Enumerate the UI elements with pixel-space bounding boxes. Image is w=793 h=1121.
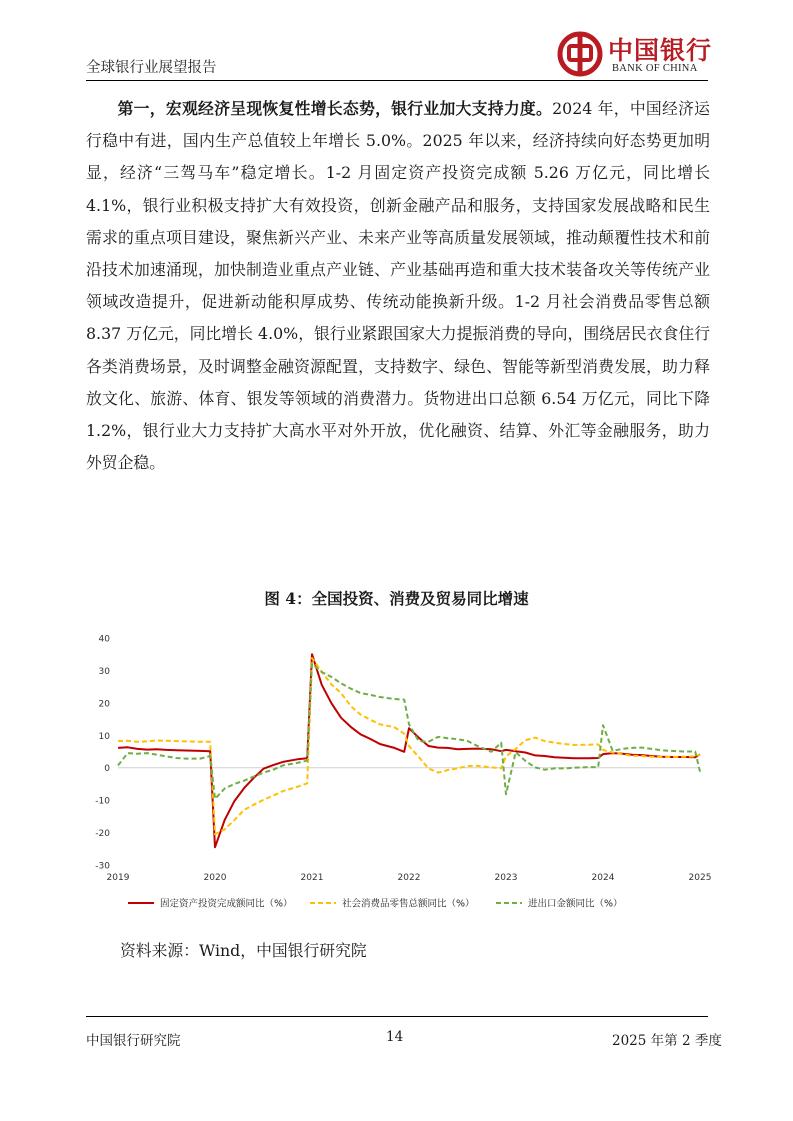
bank-of-china-logo — [556, 30, 713, 78]
x-tick-label: 2025 — [688, 873, 712, 883]
y-tick-label: 40 — [98, 634, 110, 645]
source-note: 资料来源：Wind，中国银行研究院 — [120, 941, 367, 960]
legend-label-3: 进出口金额同比（%） — [528, 898, 623, 910]
footer-divider — [86, 1016, 708, 1017]
paragraph-text: 2024 年，中国经济运行稳中有进，国内生产总值较上年增长 5.0%。2025 年以来，经济持续向好态势更加明显，经济“三驾马车”稳定增长。1-2 月固定资产投资完成额 5.26 万亿元，同比增长 4.1%，银行业积极支持扩大有效投资，创新金融产品和服务，支持国家发展战略和民生需求的重点项目建设，聚焦新兴产业、未来产业等高质量发展领域，推动颠覆性技术和前沿技术加速涌现，加快制造业重点产业链、产业基础再造和重大技术装备攻关等传统产业领域改造提升，促进新动能积厚成势、传统动能换新升级。1-2 月社会消费品零售总额 8.37 万亿元，同比增长 4.0%，银行业紧跟国家大力提振消费的导向，围绕居民衣食住行各类消费场景，及时调整金融资源配置，支持数字、绿色、智能等新型消费发展，助力释放文化、旅游、体育、银发等领域的消费潜力。货物进出口总额 6.54 万亿元，同比下降 1.2%，银行业大力支持扩大高水平对外开放，优化融资、结算、外汇等金融服务，助力外贸企稳。 — [86, 99, 710, 473]
header-divider — [86, 80, 708, 81]
y-tick-label: 20 — [98, 699, 110, 710]
header-title: 全球银行业展望报告 — [86, 60, 217, 76]
logo-chinese-name: 中国银行 — [608, 36, 713, 65]
y-tick-label: -20 — [95, 829, 110, 840]
x-tick-label: 2019 — [106, 873, 130, 883]
body-paragraph — [86, 93, 710, 479]
y-tick-label: -10 — [95, 796, 110, 807]
boc-emblem-icon — [556, 30, 604, 78]
y-tick-label: 0 — [104, 764, 110, 775]
legend-label-1: 固定资产投资完成额同比（%） — [160, 898, 293, 910]
logo-english-name: BANK OF CHINA — [612, 63, 698, 74]
legend-label-2: 社会消费品零售总额同比（%） — [342, 898, 475, 910]
x-tick-label: 2024 — [591, 873, 615, 883]
x-tick-label: 2021 — [300, 873, 324, 883]
x-tick-label: 2022 — [397, 873, 421, 883]
y-tick-label: 10 — [98, 731, 110, 742]
series-line-2 — [118, 658, 700, 834]
x-tick-label: 2020 — [203, 873, 227, 883]
y-tick-label: 30 — [98, 666, 110, 677]
page-number: 14 — [386, 1029, 404, 1045]
line-chart — [88, 628, 728, 920]
figure-title: 图 4：全国投资、消费及贸易同比增速 — [264, 589, 529, 608]
y-tick-label: -30 — [95, 861, 110, 872]
footer-period: 2025 年第 2 季度 — [612, 1033, 722, 1049]
footer-institution: 中国银行研究院 — [86, 1033, 181, 1049]
x-tick-label: 2023 — [494, 873, 518, 883]
paragraph-lead-bold: 第一，宏观经济呈现恢复性增长态势，银行业加大支持力度。 — [117, 99, 553, 118]
